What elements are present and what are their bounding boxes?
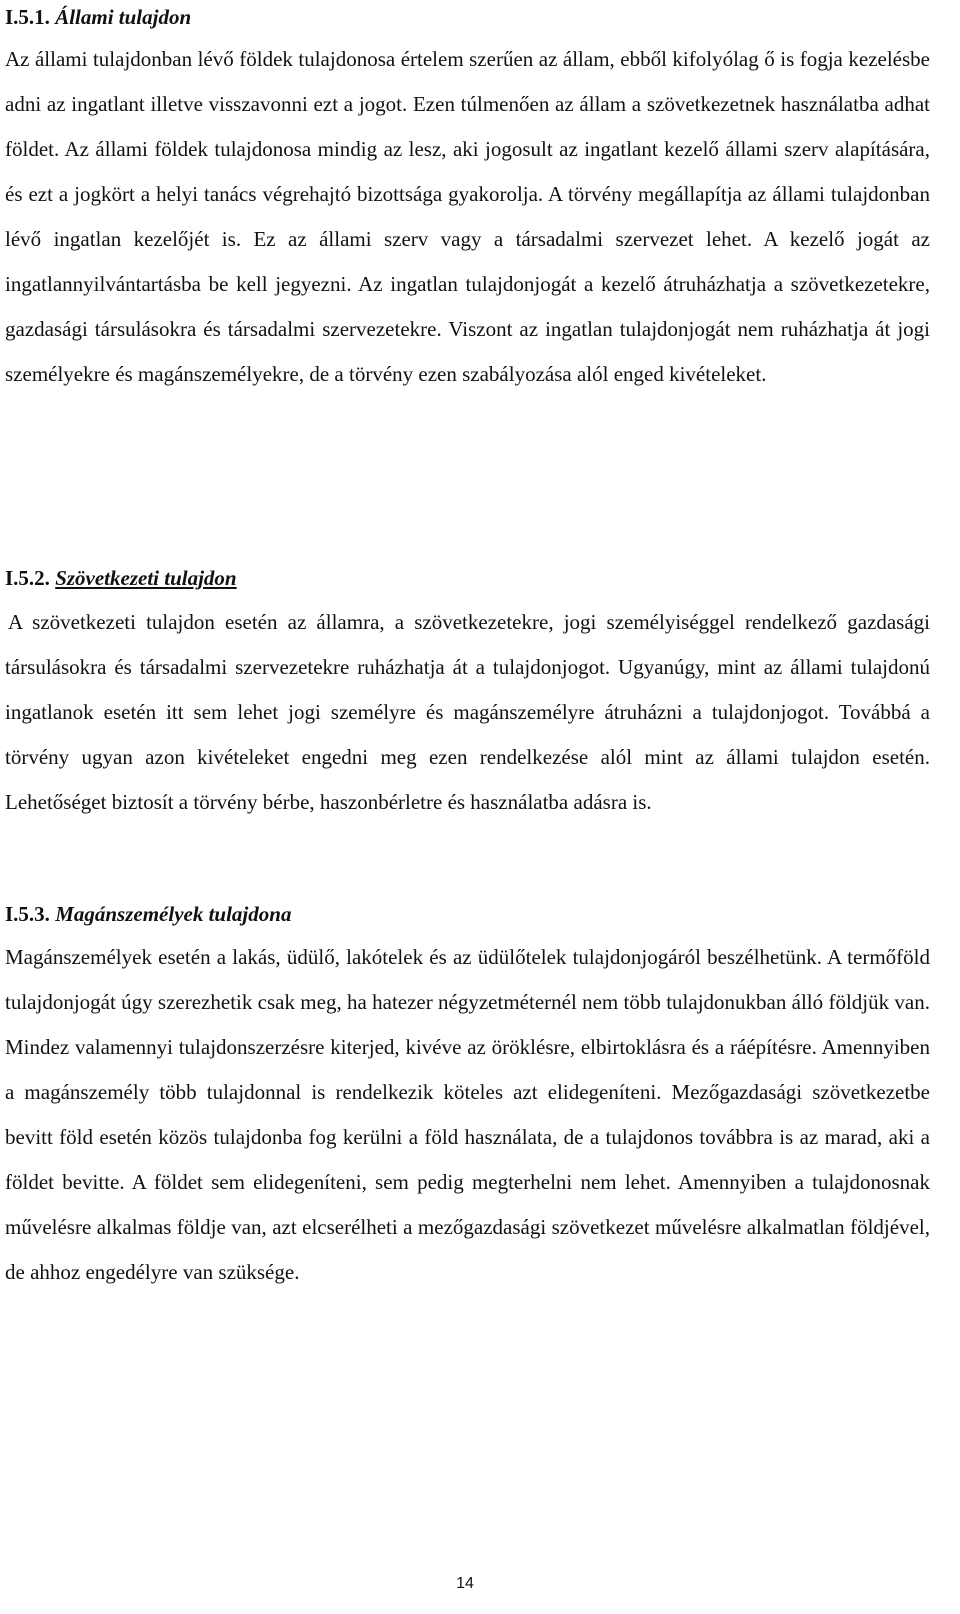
section-title: Magánszemélyek tulajdona [55, 902, 292, 926]
section-title: Szövetkezeti tulajdon [55, 566, 237, 590]
section-number: I.5.1. [5, 5, 50, 29]
section-heading-allami-tulajdon [5, 2, 191, 32]
section-number: I.5.2. [5, 566, 50, 590]
section-body-szovetkezeti-tulajdon: A szövetkezeti tulajdon esetén az államra, a szövetkezetekre, jogi személyiséggel rendelkező gazdasági társulásokra és társadalmi szervezetekre ruházhatja át a tulajdonjogot. Ugyanúgy, mint az állami tulajdonú ingatlanok esetén itt sem lehet jogi személyre és magánszemélyre átruházni a tulajdonjogot. Továbbá a törvény ugyan azon kivételeket engedni meg ezen rendelkezése alól mint az állami tulajdon esetén. Lehetőséget biztosít a törvény bérbe, haszonbérletre és használatba adásra is. [5, 610, 930, 814]
section-heading-szovetkezeti-tulajdon [5, 563, 237, 593]
section-heading-maganszemelyek-tulajdona [5, 899, 291, 929]
section-number: I.5.3. [5, 902, 50, 926]
page-number: 14 [456, 1575, 474, 1592]
section-title: Állami tulajdon [55, 5, 192, 29]
section-body-allami-tulajdon: Az állami tulajdonban lévő földek tulajdonosa értelem szerűen az állam, ebből kifolyólag ő is fogja kezelésbe adni az ingatlant illetve visszavonni ezt a jogot. Ezen túlmenően az állam a szövetkezetnek használatba adhat földet. Az állami földek tulajdonosa mindig az lesz, aki jogosult az ingatlant kezelő állami szerv alapítására, és ezt a jogkört a helyi tanács végrehajtó bizottsága gyakorolja. A törvény megállapítja az állami tulajdonban lévő ingatlan kezelőjét is. Ez az állami szerv vagy a társadalmi szervezet lehet. A kezelő jogát az ingatlannyilvántartásba be kell jegyezni. Az ingatlan tulajdonjogát a kezelő átruházhatja a szövetkezetekre, gazdasági társulásokra és társadalmi szervezetekre. Viszont az ingatlan tulajdonjogát nem ruházhatja át jogi személyekre és magánszemélyekre, de a törvény ezen szabályozása alól enged kivételeket. [5, 47, 930, 386]
section-body-maganszemelyek-tulajdona: Magánszemélyek esetén a lakás, üdülő, lakótelek és az üdülőtelek tulajdonjogáról beszélhetünk. A termőföld tulajdonjogát úgy szerezhetik csak meg, ha hatezer négyzetméternél nem több tulajdonukban álló földjük van. Mindez valamennyi tulajdonszerzésre kiterjed, kivéve az öröklésre, elbirtoklásra és a ráépítésre. Amennyiben a magánszemély több tulajdonnal is rendelkezik köteles azt elidegeníteni. Mezőgazdasági szövetkezetbe bevitt föld esetén közös tulajdonba fog kerülni a föld használata, de a tulajdonos továbbra is az marad, aki a földet bevitte. A földet sem elidegeníteni, sem pedig megterhelni nem lehet. Amennyiben a tulajdonosnak művelésre alkalmas földje van, azt elcserélheti a mezőgazdasági szövetkezet művelésre alkalmatlan földjével, de ahhoz engedélyre van szüksége. [5, 945, 930, 1284]
